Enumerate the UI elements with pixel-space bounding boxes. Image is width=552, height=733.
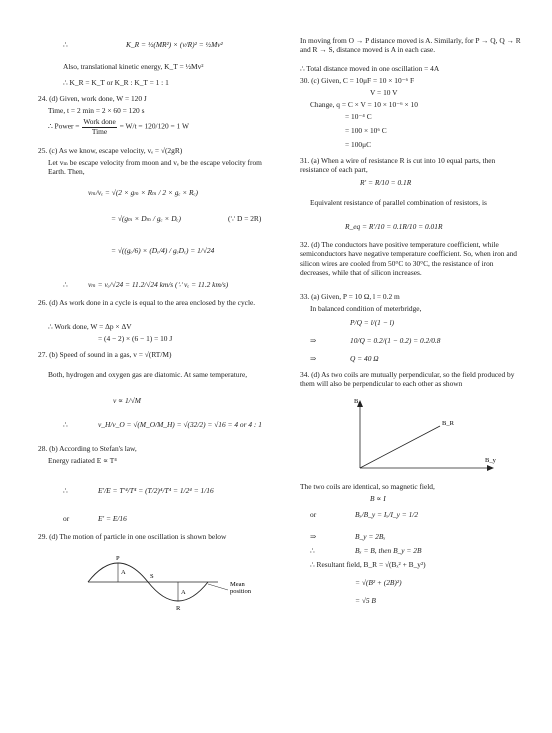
label-br: B_R bbox=[442, 420, 454, 427]
q24-time: Time, t = 2 min = 2 × 60 = 120 s bbox=[48, 106, 145, 115]
q25-ratio-1: vₘ/vₑ = √(2 × gₘ × Rₘ / 2 × gₑ × Rₑ) bbox=[88, 188, 198, 197]
q26-intro: 26. (d) As work done in a cycle is equal to the area enclosed by the cycle. bbox=[38, 298, 256, 307]
q30-voltage: V = 10 V bbox=[370, 88, 398, 97]
by-arrow bbox=[487, 465, 494, 471]
q27-therefore: ∴ bbox=[63, 420, 68, 429]
label-mean: Mean bbox=[230, 581, 245, 588]
q25-note: (∵ D = 2R) bbox=[228, 214, 262, 223]
label-a-bottom: A bbox=[181, 589, 186, 596]
label-a-top: A bbox=[121, 569, 126, 576]
label-r: R bbox=[176, 605, 181, 612]
translational-ke-line: Also, translational kinetic energy, K_T = ½Mv² bbox=[63, 62, 204, 71]
label-by: B_y bbox=[485, 457, 496, 464]
magnetic-field-figure bbox=[340, 398, 500, 472]
q27-intro: 27. (b) Speed of sound in a gas, v = √(RT/M) bbox=[38, 350, 172, 359]
q34-or: or bbox=[310, 510, 317, 519]
q33-ratio: P/Q = l/(1 − l) bbox=[350, 318, 395, 327]
q25-intro: 25. (c) As we know, escape velocity, vₑ = √(2gR) bbox=[38, 146, 183, 155]
q27-description: Both, hydrogen and oxygen gas are diatomic. At same temperature, bbox=[48, 370, 248, 379]
mean-pointer bbox=[208, 584, 228, 590]
oscillation-distance-text: In moving from O → P distance moved is A. Similarly, for P → Q, Q → R and R → S, distance moved is A in each case. bbox=[300, 36, 521, 55]
ke-ratio-line: ∴ K_R = K_T or K_R : K_T = 1 : 1 bbox=[63, 78, 169, 87]
q34-identical-coils: The two coils are identical, so magnetic field, bbox=[300, 482, 435, 491]
q24-power-prefix: ∴ Power = bbox=[48, 121, 80, 131]
q24-fraction-denominator: Time bbox=[91, 126, 108, 136]
resultant-line bbox=[360, 426, 440, 468]
q26-work: ∴ Work done, W = Δp × ΔV bbox=[48, 322, 132, 331]
label-bx: Bₓ bbox=[354, 398, 361, 405]
q34-implies: ⇒ bbox=[310, 532, 317, 541]
label-position: position bbox=[230, 588, 251, 595]
label-p: P bbox=[116, 555, 120, 562]
q28-intro: 28. (b) According to Stefan's law, bbox=[38, 444, 137, 453]
q33-implies-1: ⇒ bbox=[310, 336, 317, 345]
q31-part-resistance: R′ = R/10 = 0.1R bbox=[360, 178, 412, 187]
q30-result: = 100μC bbox=[345, 140, 371, 149]
q33-condition: In balanced condition of meterbridge, bbox=[310, 304, 422, 313]
q33-result: Q = 40 Ω bbox=[350, 354, 379, 363]
q25-description: Let vₘ be escape velocity from moon and vₑ be the escape velocity from Earth. Then, bbox=[48, 158, 262, 177]
q34-values: Bₓ = B, then B_y = 2B bbox=[355, 546, 422, 555]
q24-power-fraction bbox=[82, 118, 116, 136]
q34-proportion: B ∝ I bbox=[370, 494, 386, 503]
q26-result: = (4 − 2) × (6 − 1) = 10 J bbox=[98, 334, 173, 343]
q25-ratio-3: = √((gₑ/6) × (Dₑ/4) / gₑDₑ) = 1/√24 bbox=[111, 246, 215, 255]
q34-ratio: Bₓ/B_y = Iₓ/I_y = 1/2 bbox=[355, 510, 419, 519]
q25-result: vₘ = vₑ/√24 = 11.2/√24 km/s (∵ vₑ = 11.2 km/s) bbox=[88, 280, 229, 289]
rotational-ke-equation: K_R = ½(MR²) × (v/R)² = ½Mv² bbox=[126, 40, 223, 49]
rotational-ke-therefore: ∴ bbox=[63, 40, 68, 49]
q34-intro: 34. (d) As two coils are mutually perpendicular, so the field produced by them will also be perpendicular to each other as shown bbox=[300, 370, 515, 389]
q28-law: Energy radiated E ∝ T⁴ bbox=[48, 456, 117, 465]
q33-implies-2: ⇒ bbox=[310, 354, 317, 363]
q24-power-result: = W/t = 120/120 = 1 W bbox=[119, 121, 189, 131]
q27-proportion: v ∝ 1/√M bbox=[113, 396, 141, 405]
q27-result: v_H/v_O = √(M_O/M_H) = √(32/2) = √16 = 4 or 4 : 1 bbox=[98, 420, 262, 429]
q24-fraction-numerator: Work done bbox=[83, 117, 116, 126]
q31-result: R_eq = R′/10 = 0.1R/10 = 0.01R bbox=[345, 222, 443, 231]
q34-substitute: = √(B² + (2B)²) bbox=[355, 578, 402, 587]
oscillation-figure bbox=[78, 552, 278, 616]
q32-answer: 32. (d) The conductors have positive temperature coefficient, while semiconductors have negative temperature coefficient. So, when iron and silicon wires are cooled from 50°C to 30°C, the resistance of iron decreases, while that of silicon increases. bbox=[300, 240, 517, 278]
q34-resultant: ∴ Resultant field, B_R = √(Bₓ² + B_y²) bbox=[310, 560, 426, 569]
q28-or: or bbox=[63, 514, 70, 523]
q28-therefore: ∴ bbox=[63, 486, 68, 495]
q31-intro: 31. (a) When a wire of resistance R is cut into 10 equal parts, then resistance of each part, bbox=[300, 156, 496, 175]
q30-charge: Change, q = C × V = 10 × 10⁻⁶ × 10 bbox=[310, 100, 418, 109]
q33-given: 33. (a) Given, P = 10 Ω, l = 0.2 m bbox=[300, 292, 400, 301]
label-s: S bbox=[150, 573, 154, 580]
q24-given: 24. (d) Given, work done, W = 120 J bbox=[38, 94, 147, 103]
q33-substitution: 10/Q = 0.2/(1 − 0.2) = 0.2/0.8 bbox=[350, 336, 441, 345]
q24-power bbox=[48, 118, 189, 136]
q29-intro: 29. (d) The motion of particle in one oscillation is shown below bbox=[38, 532, 227, 541]
total-distance: ∴ Total distance moved in one oscillation = 4A bbox=[300, 64, 440, 73]
q25-therefore: ∴ bbox=[63, 280, 68, 289]
q30-given: 30. (c) Given, C = 10μF = 10 × 10⁻⁶ F bbox=[300, 76, 415, 85]
q34-therefore: ∴ bbox=[310, 546, 315, 555]
q30-step2: = 100 × 10⁶ C bbox=[345, 126, 387, 135]
q28-ratio: E′/E = T′⁴/T⁴ = (T/2)⁴/T⁴ = 1/2⁴ = 1/16 bbox=[98, 486, 214, 495]
q34-by: B_y = 2Bₓ bbox=[355, 532, 386, 541]
q28-result: E′ = E/16 bbox=[98, 514, 127, 523]
q30-step1: = 10⁻⁴ C bbox=[345, 112, 372, 121]
q31-equivalent-text: Equivalent resistance of parallel combination of resistors, is bbox=[310, 198, 487, 207]
q25-ratio-2: = √(gₘ × Dₘ / gₑ × Dₑ) bbox=[111, 214, 181, 223]
q34-result: = √5 B bbox=[355, 596, 376, 605]
